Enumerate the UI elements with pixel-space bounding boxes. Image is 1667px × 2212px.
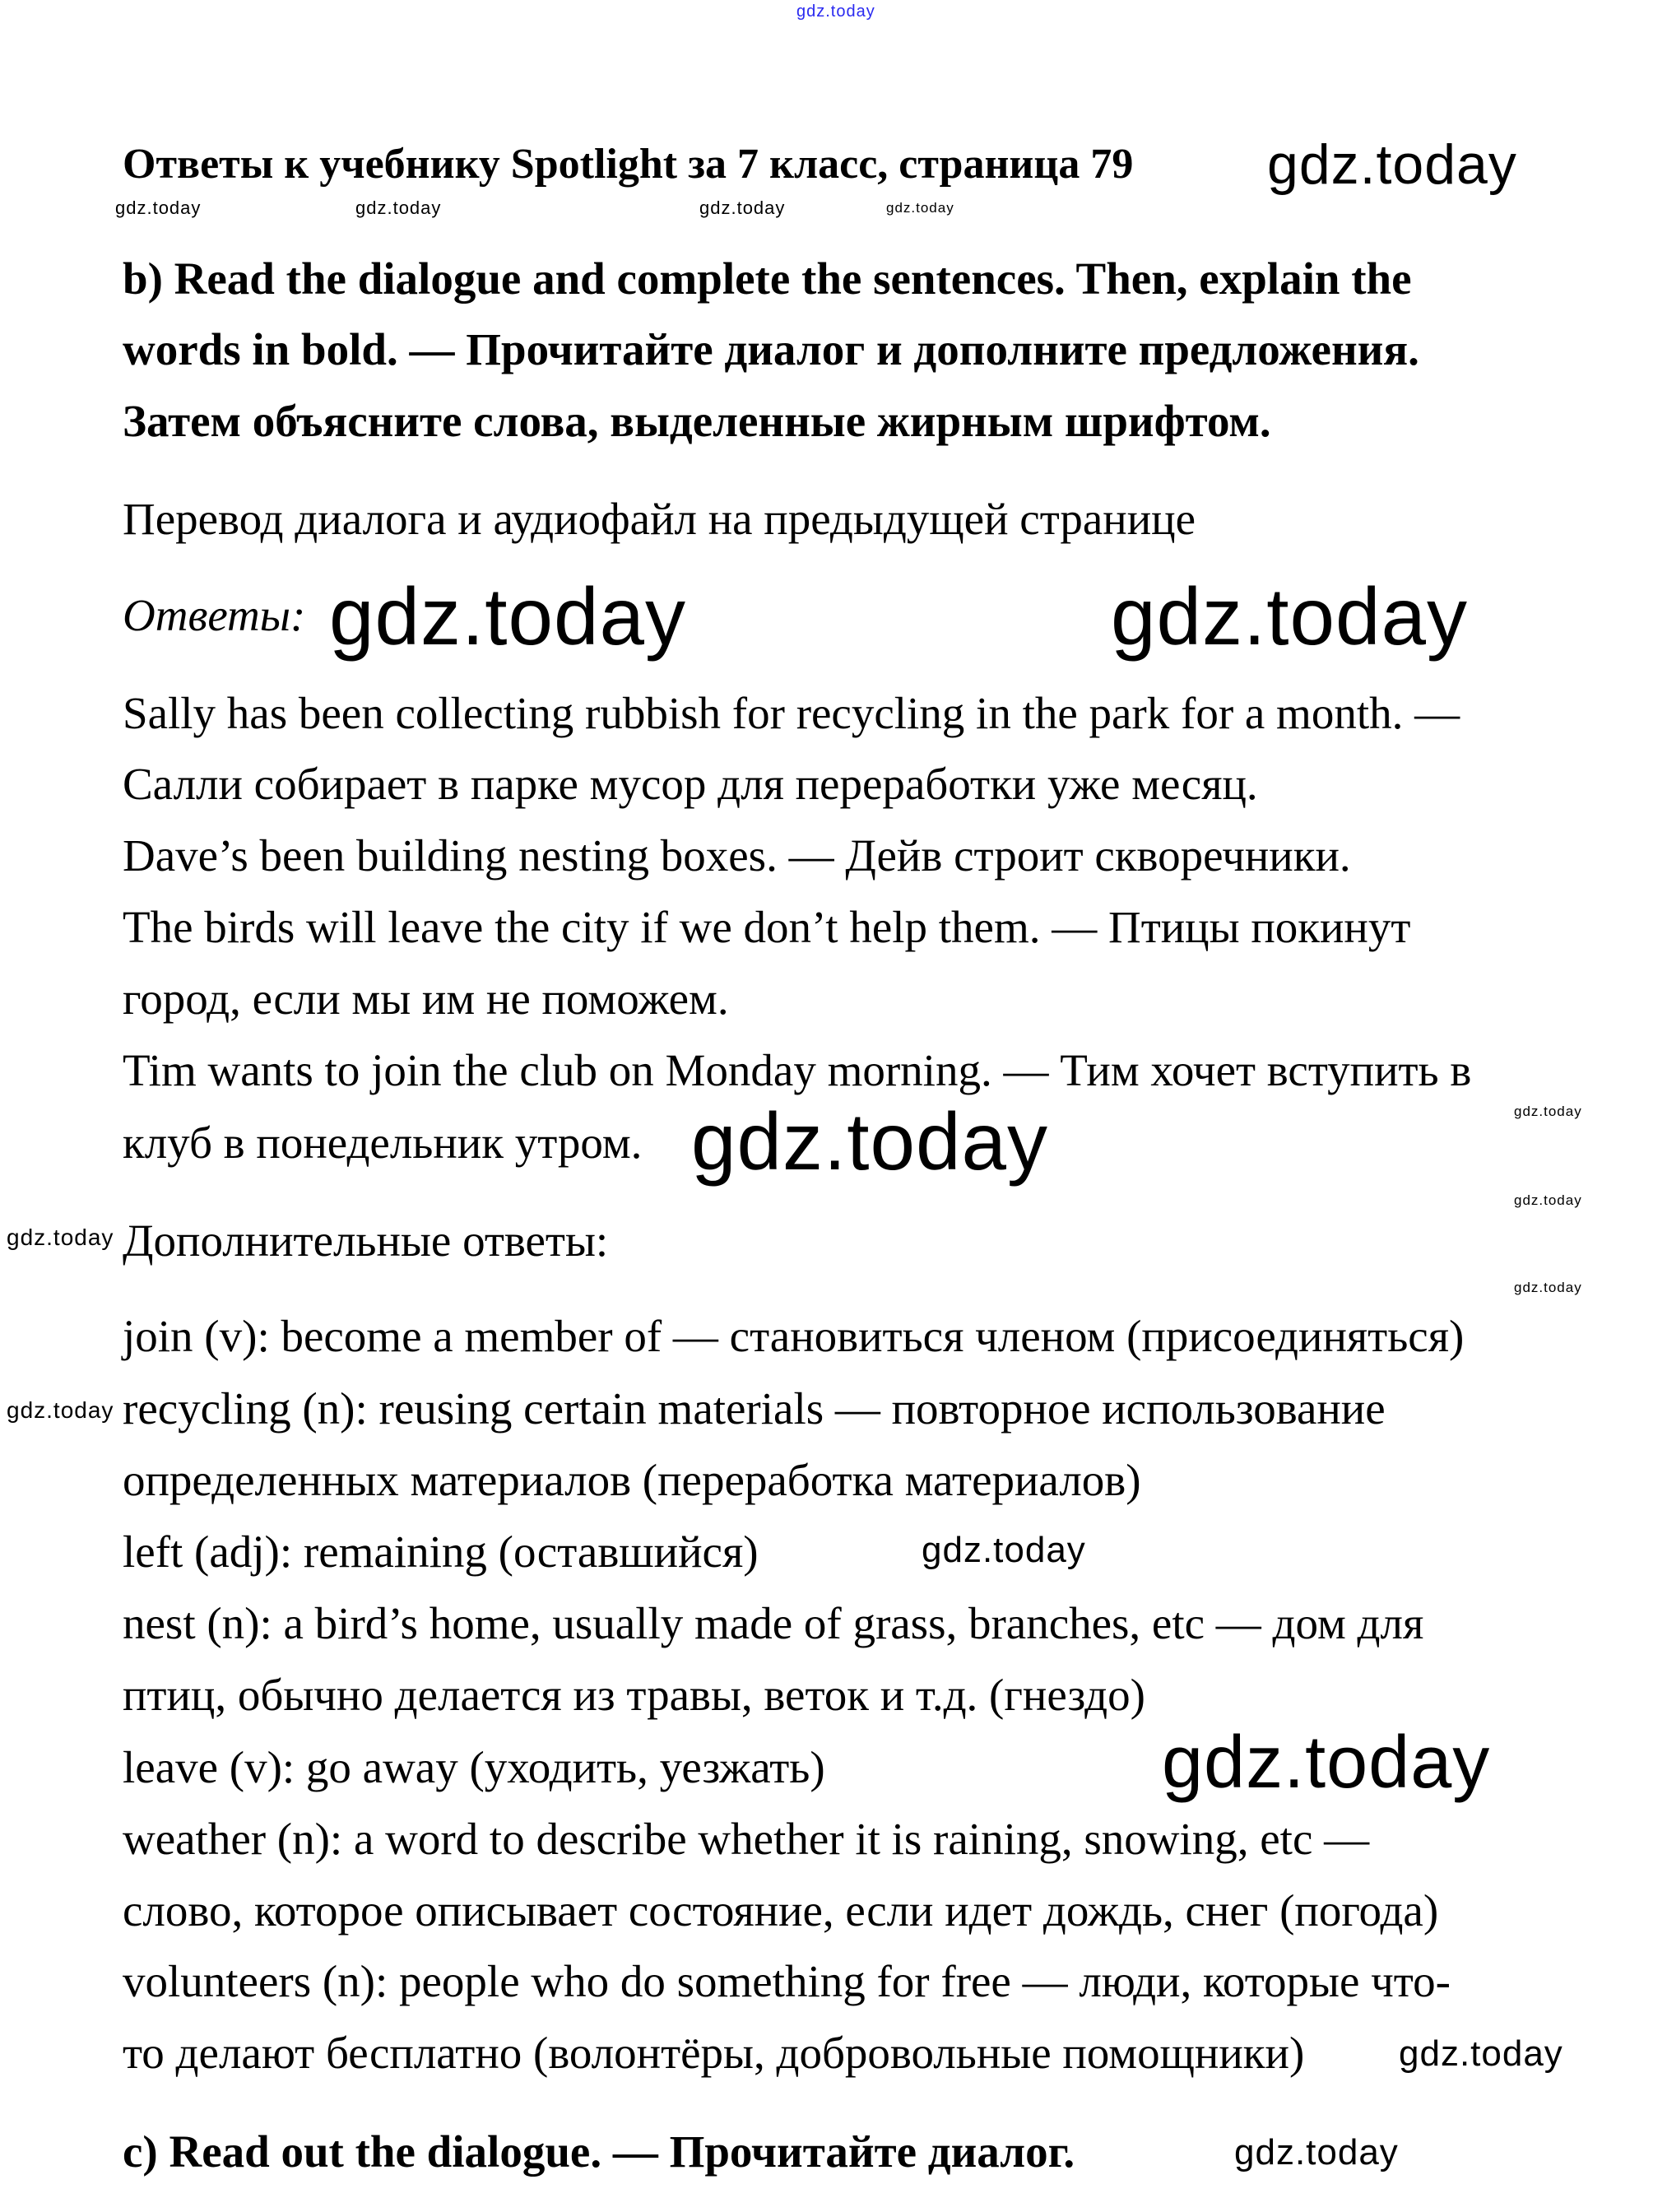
- task-b-line: b) Read the dialogue and complete the sentences. Then, explain the: [123, 253, 1412, 304]
- glossary-line: left (adj): remaining (оставшийся): [123, 1527, 759, 1577]
- glossary-line: volunteers (n): people who do something for free — люди, которые что-: [123, 1956, 1451, 2006]
- watermark: gdz.today: [7, 1397, 114, 1423]
- answer-line: клуб в понедельник утром.: [123, 1118, 643, 1168]
- answer-line: Dave’s been building nesting boxes. — Дейв строит скворечники.: [123, 830, 1351, 881]
- glossary-line: то делают бесплатно (волонтёры, добровольные помощники): [123, 2028, 1305, 2078]
- watermark: gdz.today: [1399, 2033, 1563, 2074]
- glossary-line: определенных материалов (переработка материалов): [123, 1455, 1141, 1505]
- watermark: gdz.today: [1514, 1280, 1582, 1295]
- glossary-line: слово, которое описывает состояние, если идет дождь, снег (погода): [123, 1885, 1439, 1936]
- watermark-top: gdz.today: [796, 2, 875, 21]
- watermark: gdz.today: [1514, 1104, 1582, 1119]
- glossary-line: recycling (n): reusing certain materials — повторное использование: [123, 1383, 1386, 1434]
- glossary-line: nest (n): a bird’s home, usually made of grass, branches, etc — дом для: [123, 1598, 1424, 1648]
- watermark: gdz.today: [355, 198, 442, 218]
- watermark: gdz.today: [1267, 133, 1517, 196]
- answer-line: The birds will leave the city if we don’t help them. — Птицы покинут: [123, 902, 1411, 952]
- watermark: gdz.today: [1514, 1192, 1582, 1208]
- watermark: gdz.today: [1234, 2132, 1399, 2172]
- task-b-line: Затем объясните слова, выделенные жирным шрифтом.: [123, 396, 1271, 446]
- watermark: gdz.today: [699, 198, 786, 218]
- watermark: gdz.today: [691, 1096, 1048, 1187]
- answer-line: Tim wants to join the club on Monday morning. — Тим хочет вступить в: [123, 1045, 1472, 1095]
- translation-note: Перевод диалога и аудиофайл на предыдущей странице: [123, 494, 1196, 544]
- watermark: gdz.today: [329, 571, 686, 662]
- watermark: gdz.today: [922, 1530, 1086, 1570]
- page-title: Ответы к учебнику Spotlight за 7 класс, страница 79: [123, 141, 1134, 188]
- glossary-line: птиц, обычно делается из травы, веток и т.д. (гнездо): [123, 1670, 1145, 1720]
- task-b-line: words in bold. — Прочитайте диалог и дополните предложения.: [123, 324, 1419, 374]
- watermark: gdz.today: [1162, 1722, 1491, 1804]
- watermark: gdz.today: [886, 200, 954, 216]
- glossary-line: join (v): become a member of — становиться членом (присоединяться): [123, 1311, 1465, 1361]
- glossary-line: leave (v): go away (уходить, уезжать): [123, 1742, 825, 1792]
- answer-line: Sally has been collecting rubbish for recycling in the park for a month. —: [123, 688, 1460, 738]
- watermark: gdz.today: [1111, 571, 1468, 662]
- watermark: gdz.today: [7, 1224, 114, 1250]
- additional-answers-label: Дополнительные ответы:: [123, 1215, 609, 1266]
- watermark: gdz.today: [115, 198, 202, 218]
- glossary-line: weather (n): a word to describe whether it is raining, snowing, etc —: [123, 1814, 1370, 1864]
- answer-line: Салли собирает в парке мусор для переработки уже месяц.: [123, 759, 1258, 809]
- answers-label: Ответы:: [123, 590, 306, 640]
- task-c: c) Read out the dialogue. — Прочитайте диалог.: [123, 2126, 1075, 2177]
- answer-line: город, если мы им не поможем.: [123, 974, 729, 1024]
